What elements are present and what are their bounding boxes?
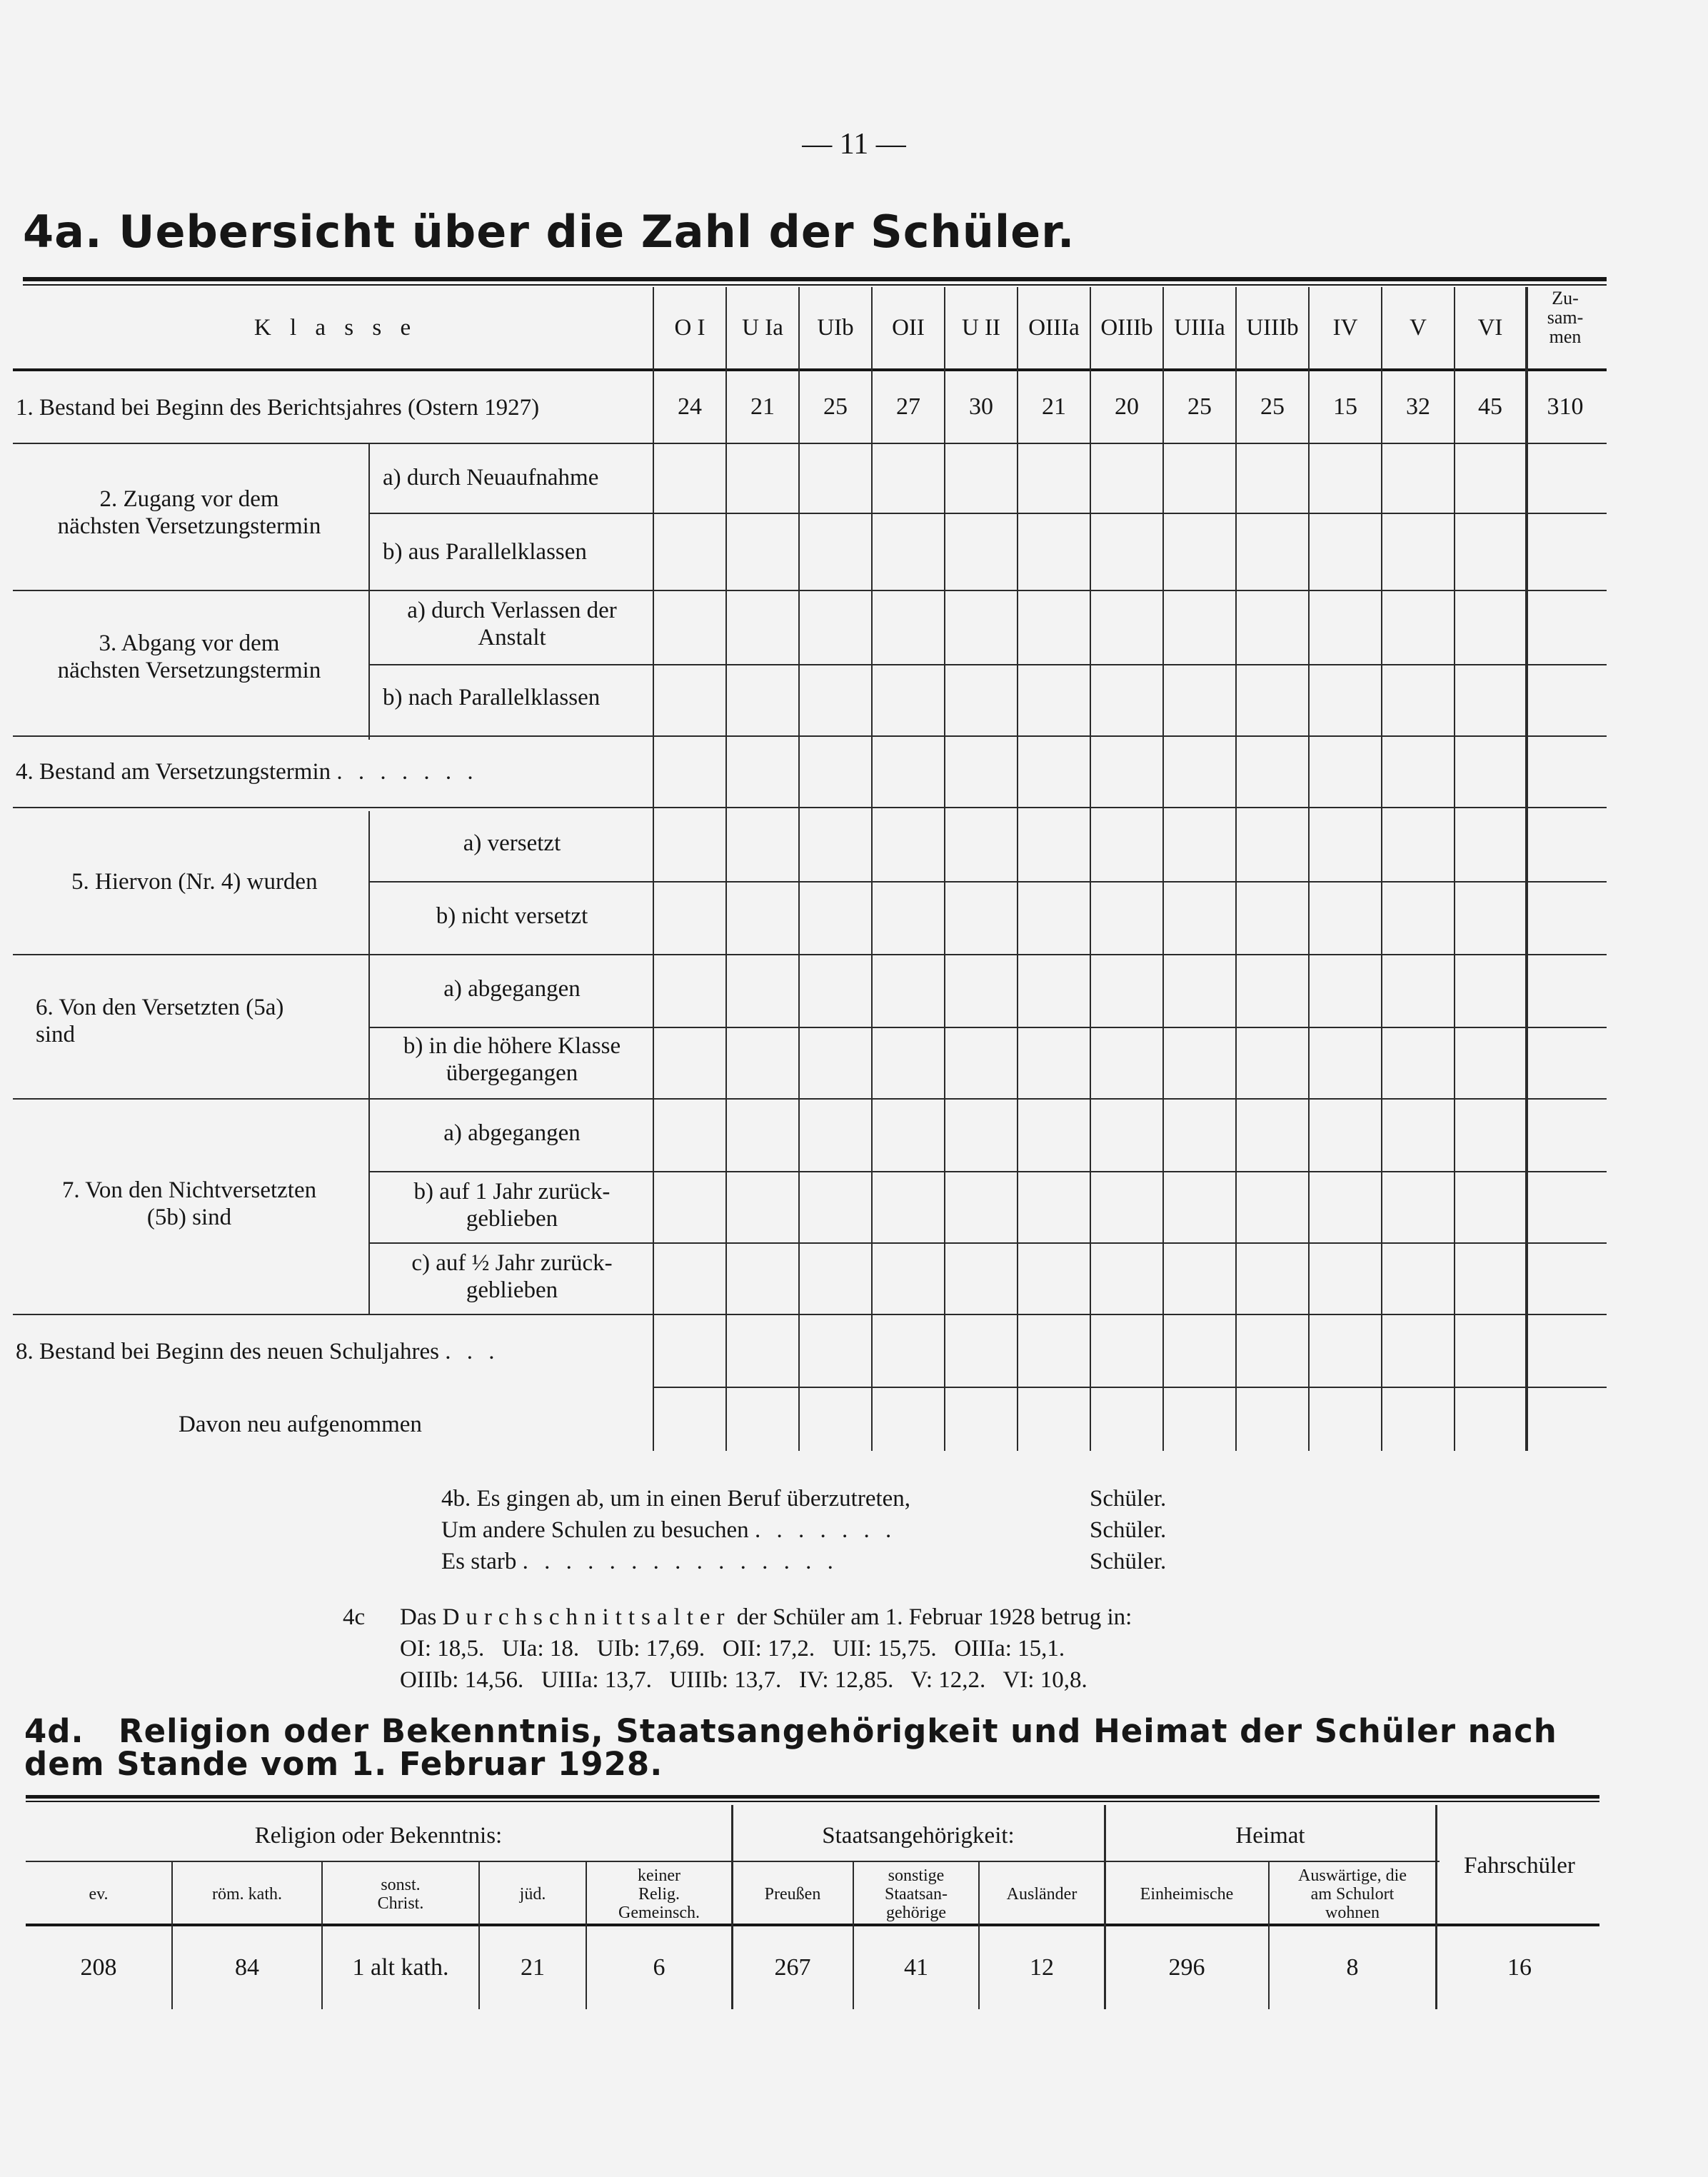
row-4-label [16, 758, 478, 785]
4c-intro-pre: Das [400, 1604, 437, 1630]
row-6b-line: b) in die höhere Klasse [403, 1033, 621, 1059]
row-7c-line: c) auf ½ Jahr zurück- [411, 1250, 613, 1276]
col-header: U Ia [742, 315, 783, 341]
header-line: sonstige [888, 1866, 945, 1885]
value-sonstige: 41 [904, 1954, 928, 1981]
col-line [1381, 287, 1382, 1451]
row-line [368, 513, 1607, 514]
4c-line-2: OI: 18,5. UIa: 18. UIb: 17,69. OII: 17,2. UII: 15,75. OIIIa: 15,1. [400, 1636, 1065, 1661]
4c-intro-post: der Schüler am 1. Februar 1928 betrug in: [736, 1604, 1132, 1630]
row-1-value: 25 [823, 393, 848, 420]
total-header-line: men [1549, 326, 1582, 347]
row-7c-label [371, 1250, 653, 1304]
row-5a-label: a) versetzt [463, 830, 561, 856]
col-header: OIIIb [1100, 315, 1153, 341]
row-6-line: sind [36, 1022, 76, 1047]
header-klasse: K l a s s e [253, 315, 418, 341]
row-line [368, 1171, 1607, 1172]
row-7a-label: a) abgegangen [443, 1120, 581, 1146]
col-header: U II [961, 315, 1001, 341]
value-roem: 84 [235, 1954, 259, 1981]
header-line: gehörige [886, 1904, 946, 1922]
rule-4d-top [26, 1795, 1599, 1799]
header-line: Staatsan- [885, 1885, 948, 1904]
4c-intro [400, 1604, 1132, 1631]
value-einheimische: 296 [1168, 1954, 1205, 1981]
row-line [13, 590, 1607, 591]
row-8-dots: . . . [445, 1339, 500, 1364]
col-header: VI [1477, 315, 1503, 341]
4d-title-line-1 [24, 1712, 1617, 1750]
row-2-label [14, 486, 364, 540]
col-header: OII [892, 315, 925, 341]
4d-title-num: 4d. [24, 1712, 84, 1750]
row-6b-label [371, 1032, 653, 1087]
page-number: — 11 — [802, 128, 906, 161]
header-auswaertige [1270, 1866, 1435, 1922]
col-line [944, 287, 945, 1451]
4c-label: 4c [343, 1604, 366, 1630]
row-1-value: 25 [1187, 393, 1212, 420]
group-religion: Religion oder Bekenntnis: [254, 1823, 503, 1849]
row-2a-label: a) durch Neuaufnahme [383, 465, 599, 491]
row-6a-label: a) abgegangen [443, 976, 581, 1002]
total-header-line: Zu- [1552, 288, 1579, 308]
row-5-label: 5. Hiervon (Nr. 4) wurden [71, 869, 318, 895]
row-2b-label: b) aus Parallelklassen [383, 539, 587, 565]
col-line [1090, 287, 1091, 1451]
4b-unit: Schüler. [1090, 1549, 1167, 1574]
header-preussen: Preußen [764, 1885, 821, 1904]
header-line: wohnen [1325, 1904, 1380, 1922]
col-header: O I [674, 315, 705, 341]
4d-title-text: Religion oder Bekenntnis, Staatsangehörigkeit und Heimat der Schüler nach [119, 1712, 1557, 1750]
row-8-label [16, 1338, 499, 1365]
header-line: Relig. [638, 1885, 680, 1904]
row-3-line: 3. Abgang vor dem [99, 630, 280, 656]
row-1-total: 310 [1547, 393, 1584, 420]
col-header: UIIIb [1246, 315, 1299, 341]
col-line [1308, 287, 1310, 1451]
row-7c-line: geblieben [466, 1277, 558, 1303]
row-7b-label [371, 1178, 653, 1232]
row-6-label [36, 994, 283, 1048]
value-sonst-christ: 1 alt kath. [352, 1954, 449, 1981]
row-2-line: 2. Zugang vor dem [99, 486, 279, 512]
group-staat: Staatsangehörigkeit: [822, 1823, 1015, 1849]
col-line [478, 1861, 480, 2009]
section-4a-title: 4a. Uebersicht über die Zahl der Schüler. [23, 206, 1075, 258]
subcol-line [368, 811, 370, 954]
row-3-line: nächsten Versetzungstermin [57, 658, 321, 683]
header-sonst-christ [323, 1876, 478, 1913]
row-6b-line: übergegangen [446, 1060, 578, 1086]
col-line [871, 287, 873, 1451]
row-4-text: 4. Bestand am Versetzungstermin [16, 759, 331, 785]
4d-title-line-2: dem Stande vom 1. Februar 1928. [24, 1745, 663, 1783]
row-line [13, 807, 1607, 808]
rule-header-bottom [13, 368, 1607, 371]
4b-unit: Schüler. [1090, 1517, 1167, 1543]
col-line [1162, 287, 1164, 1451]
row-line [368, 1242, 1607, 1244]
4b-label: 4b. Es gingen ab, um in einen Beruf überzutreten, [441, 1486, 911, 1512]
row-line [653, 1387, 1607, 1388]
header-line: sonst. [381, 1876, 421, 1894]
row-1-value: 45 [1478, 393, 1502, 420]
row-6-line: 6. Von den Versetzten (5a) [36, 995, 284, 1020]
total-header [1528, 288, 1602, 346]
4b-line-3 [441, 1548, 838, 1575]
value-fahrschueler: 16 [1507, 1954, 1532, 1981]
col-line [1454, 287, 1455, 1451]
header-einheimische: Einheimische [1140, 1885, 1234, 1904]
header-fahrschueler: Fahrschüler [1464, 1853, 1575, 1879]
subcol-line [368, 444, 370, 740]
4b-line-2 [441, 1517, 896, 1544]
col-line [171, 1861, 173, 2009]
header-line: keiner [638, 1866, 680, 1885]
value-auslaender: 12 [1030, 1954, 1054, 1981]
col-line [1235, 287, 1237, 1451]
header-sonstige [854, 1866, 978, 1922]
row-1-value: 27 [896, 393, 920, 420]
rule-top-thin [23, 284, 1607, 286]
row-1-value: 15 [1333, 393, 1357, 420]
row-5b-label: b) nicht versetzt [436, 903, 588, 929]
header-auslaender: Ausländer [1006, 1885, 1077, 1904]
row-1-value: 20 [1115, 393, 1139, 420]
section-4d-title [24, 1712, 1617, 1783]
row-1-value: 21 [1042, 393, 1066, 420]
4c-intro-spaced: Durchschnittsalter [442, 1604, 731, 1630]
col-line-total [1525, 287, 1528, 1451]
row-7-label [14, 1177, 364, 1231]
col-header: UIIIa [1174, 315, 1225, 341]
row-line [13, 1098, 1607, 1100]
row-line [13, 1314, 1607, 1315]
col-header: OIIIa [1028, 315, 1080, 341]
header-roem: röm. kath. [212, 1885, 282, 1904]
col-header: UIb [817, 315, 854, 341]
row-3a-line: Anstalt [478, 625, 546, 650]
row-1-value: 21 [750, 393, 775, 420]
row-8-text: 8. Bestand bei Beginn des neuen Schuljahres [16, 1339, 439, 1364]
header-line: am Schulort [1310, 1885, 1395, 1904]
row-1-value: 30 [969, 393, 993, 420]
row-line [13, 735, 1607, 737]
row-1-value: 32 [1406, 393, 1430, 420]
col-line [725, 287, 727, 1451]
header-jued: jüd. [519, 1885, 546, 1904]
row-1-value: 25 [1260, 393, 1285, 420]
4b-label: Es starb [441, 1549, 517, 1574]
value-auswaertige: 8 [1346, 1954, 1359, 1981]
4b-dots: . . . . . . . [754, 1517, 897, 1543]
4b-unit: Schüler. [1090, 1486, 1167, 1512]
col-line [798, 287, 800, 1451]
header-keiner [587, 1866, 731, 1922]
row-4-dots: . . . . . . . [336, 759, 478, 785]
row-line [13, 954, 1607, 955]
col-line [653, 287, 654, 1451]
header-ev: ev. [89, 1885, 109, 1904]
header-line: Gemeinsch. [618, 1904, 700, 1922]
row-2-line: nächsten Versetzungstermin [57, 513, 321, 539]
rule-4d-header-bottom [26, 1924, 1599, 1926]
value-ev: 208 [80, 1954, 117, 1981]
row-1-label: 1. Bestand bei Beginn des Berichtsjahres (Ostern 1927) [16, 395, 540, 421]
row-line [13, 443, 1607, 444]
total-header-line: sam- [1547, 307, 1584, 328]
row-line [368, 664, 1607, 665]
col-header: IV [1332, 315, 1358, 341]
4b-label: Um andere Schulen zu besuchen [441, 1517, 749, 1543]
row-9-label: Davon neu aufgenommen [179, 1412, 422, 1437]
row-3a-label [371, 597, 653, 651]
subcol-line [368, 1100, 370, 1314]
row-line [368, 1027, 1607, 1028]
col-header: V [1410, 315, 1427, 341]
header-line: Auswärtige, die [1298, 1866, 1407, 1885]
4c-line-3: OIIIb: 14,56. UIIIa: 13,7. UIIIb: 13,7. IV: 12,85. V: 12,2. VI: 10,8. [400, 1667, 1087, 1693]
row-7-line: 7. Von den Nichtversetzten [61, 1177, 317, 1203]
4b-dots: . . . . . . . . . . . . . . . [522, 1549, 838, 1574]
rule-4d-top-thin [26, 1801, 1599, 1802]
row-3a-line: a) durch Verlassen der [407, 598, 617, 623]
col-line [978, 1861, 980, 2009]
row-line [368, 881, 1607, 883]
row-7b-line: b) auf 1 Jahr zurück- [413, 1179, 611, 1205]
row-3-label [14, 630, 364, 684]
4b-line-1 [441, 1485, 910, 1512]
value-preussen: 267 [774, 1954, 811, 1981]
row-7b-line: geblieben [466, 1206, 558, 1232]
row-3b-label: b) nach Parallelklassen [383, 685, 601, 710]
row-7-line: (5b) sind [146, 1205, 232, 1230]
value-jued: 21 [521, 1954, 545, 1981]
rule-top [23, 277, 1607, 281]
col-line [1017, 287, 1018, 1451]
header-line: Christ. [377, 1894, 424, 1913]
group-heimat: Heimat [1235, 1823, 1305, 1849]
row-1-value: 24 [678, 393, 702, 420]
value-keiner: 6 [653, 1954, 665, 1981]
